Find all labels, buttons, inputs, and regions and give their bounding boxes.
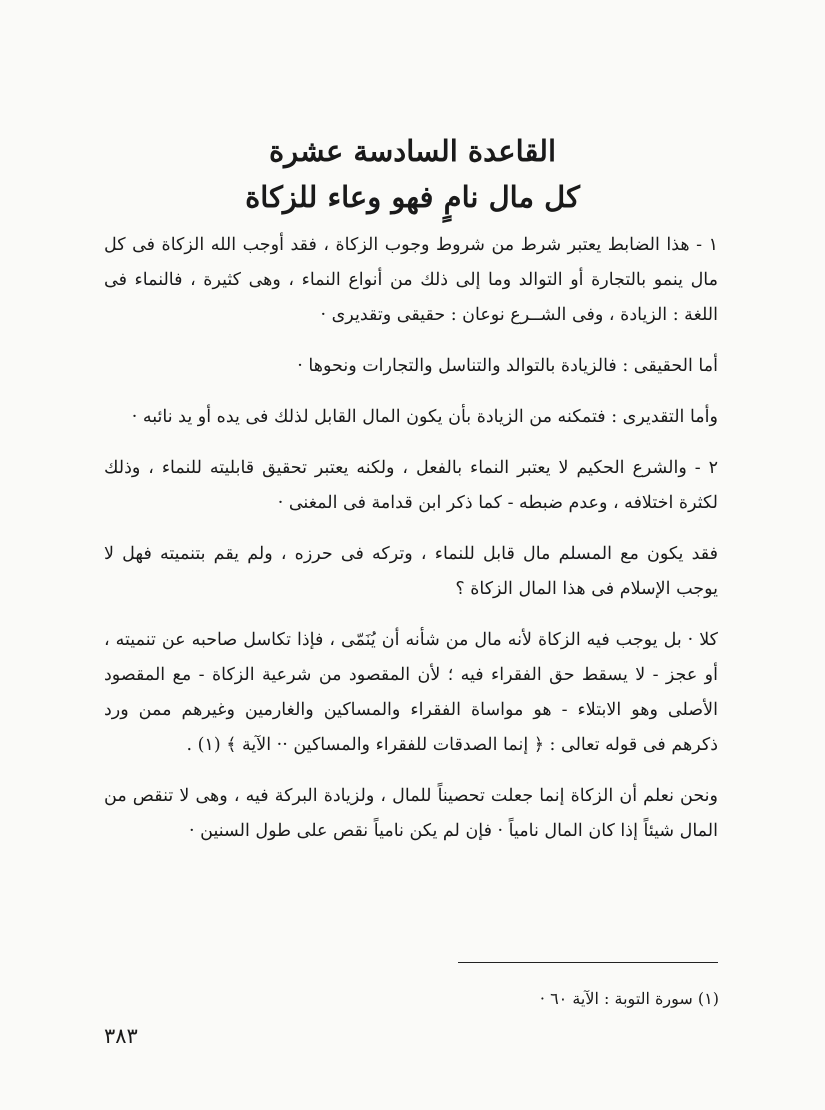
paragraph-7: ونحن نعلم أن الزكاة إنما جعلت تحصيناً للمال ، ولزيادة البركة فيه ، وهى لا تنقص من المال شيئاً إذا كان المال نامياً · فإن لم يكن نامياً نقص على طول السنين ·	[104, 786, 718, 841]
paragraph-4: ٢ - والشرع الحكيم لا يعتبر النماء بالفعل ، ولكنه يعتبر تحقيق قابليته للنماء ، وذلك لكثرة اختلافه ، وعدم ضبطه - كما ذكر ابن قدامة فى المغنى ·	[104, 458, 718, 513]
page-subtitle: كل مال نامٍ فهو وعاء للزكاة	[245, 180, 580, 214]
paragraph-1: ١ - هذا الضابط يعتبر شرط من شروط وجوب الزكاة ، فقد أوجب الله الزكاة فى كل مال ينمو بالتجارة أو التوالد وما إلى ذلك من أنواع النماء ، وهى كثيرة ، فالنماء فى اللغة : الزيادة ، وفى الشــرع نوعان : حقيقى وتقديرى ·	[104, 235, 718, 325]
paragraph-6: كلا · بل يوجب فيه الزكاة لأنه مال من شأنه أن يُنَمّى ، فإذا تكاسل صاحبه عن تنميته ، أو عجز - لا يسقط حق الفقراء فيه ؛ لأن المقصود من شرعية الزكاة - مع المقصود الأصلى وهو الابتلاء - هو مواساة الفقراء والمساكين والغارمين وغيرهم ممن ورد ذكرهم فى قوله تعالى : ﴿ إنما الصدقات للفقراء والمساكين ·· الآية ﴾ (١) .	[104, 630, 718, 755]
page-number: ٣٨٣	[104, 1024, 138, 1048]
body-text	[104, 228, 718, 865]
paragraph-5: فقد يكون مع المسلم مال قابل للنماء ، وتركه فى حرزه ، ولم يقم بتنميته فهل لا يوجب الإسلام فى هذا المال الزكاة ؟	[104, 544, 718, 599]
heading-block	[0, 128, 825, 220]
paragraph-3: وأما التقديرى : فتمكنه من الزيادة بأن يكون المال القابل لذلك فى يده أو يد نائبه ·	[131, 407, 718, 427]
paragraph-2: أما الحقيقى : فالزيادة بالتوالد والتناسل والتجارات ونحوها ·	[297, 356, 718, 376]
footnote-divider	[458, 962, 718, 963]
footnote: (١) سورة التوبة : الآية ٦٠ ·	[539, 989, 719, 1008]
page-title: القاعدة السادسة عشرة	[268, 134, 557, 168]
